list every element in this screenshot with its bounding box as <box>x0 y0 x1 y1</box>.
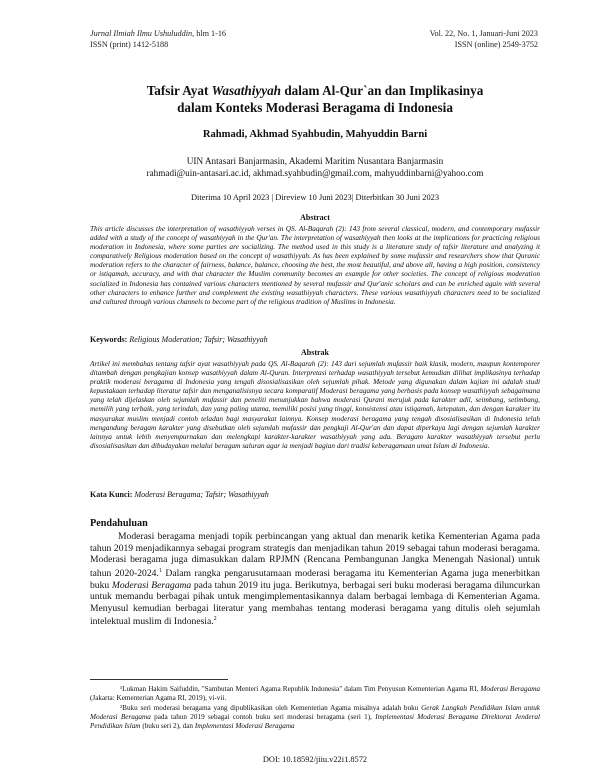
footnote-2 <box>90 704 540 732</box>
affiliation <box>90 155 540 179</box>
abstract-heading: Abstract <box>300 213 330 222</box>
footnote-2-text: ²Buku seri moderasi beragama yang dipublikasikan oleh Kementerian Agama misalnya adalah buku <box>120 704 422 712</box>
footnote-2-title-3: Implementasi Moderasi Beragama <box>194 722 295 731</box>
volume-info: Vol. 22, No. 1, Januari-Juni 2023 <box>429 29 538 38</box>
authors: Rahmadi, Akhmad Syahbudin, Mahyuddin Barni <box>202 129 428 140</box>
section-heading: Pendahuluan <box>90 518 148 529</box>
intro-text-1: Moderasi beragama menjadi topik perbincangan yang aktual dan menarik ketika Kementerian Agama pada tahun 2019 menjadikannya sebagai program strategis dan menjadikan tahun 2019 sebagai tahun moderasi beragama. Moderasi beragama juga dimasukkan dalam RPJMN (Rencana Pembangunan Jangka Menengah Nasional) untuk tahun 2020-2024. <box>90 531 540 579</box>
abstrak-heading: Abstrak <box>300 348 329 357</box>
intro-text-2: Dalam rangka pengarusutamaan moderasi beragama itu Kementerian Agama juga menerbitkan buku <box>90 567 540 591</box>
footnote-ref-2[interactable]: 2 <box>213 616 217 623</box>
title-line1-b: dalam Al-Qur`an dan Implikasinya <box>281 83 484 98</box>
footnote-1-citation: (Jakarta: Kementerian Agama RI, 2019), vi-vii. <box>90 694 227 703</box>
article-title <box>90 82 540 116</box>
footnote-ref-1[interactable]: 1 <box>158 567 162 574</box>
running-header-left <box>90 29 226 50</box>
footnote-divider <box>90 679 228 680</box>
kata-kunci-values: Moderasi Beragama; Tafsir; Wasathiyyah <box>132 490 269 499</box>
abstrak-text: Artikel ini membahas tentang tafsir ayat wasathiyyah pada QS. Al-Baqarah (2): 143 dari sejumlah mufassir baik klasik, modern, maupun kontemporer ditambah dengan pengkajian konsep wasathiyyah dalam Al-Quran. Interpretasi terhadap wasathiyyah tersebut kemudian dilihat implikasinya terhadap praktik moderasi beragama di Indonesia yang tengah disosialisasikan oleh sejumlah pihak. Metode yang digunakan dalam kajian ini adalah studi kepustakaan terhadap literatur tafsir dan menganalisisnya secara komparatif Moderasi beragama yang berbasis pada konsep wasathiyyah sebagaimana yang telah dijelaskan oleh sejumlah mufassir dan peneliti menunjukkan bahwa moderasi Qurani merujuk pada karakter adil, seimbang, setimbang, memilih yang terbaik, yang terindah, dan yang paling utama, memiliki posisi yang tinggi, konsistensi atau istiqamah, ketepatan, dan dengan karakter itu masyarakat muslim menjadi contoh teladan bagi masyarakat lainnya. Konsep moderasi beragama yang tengah disosialisasikan di Indonesia telah mengandung beragam karakter yang disebutkan oleh sejumlah mufassir dan pengkaji Al-Qur'an dan dapat diperkaya lagi dengan sejumlah karakter lainnya untuk lebih menyempurnakan dan melengkapi karakter-karakter wasathiyyah yang ada. Beragam karakter wasathiyyah tersebut perlu disosialisasikan dan dibudayakan melalui beragam saluran agar ia menjadi bagian dari tradisi keberagamaan umat Islam di Indonesia. <box>90 359 540 450</box>
keywords <box>90 335 540 344</box>
kata-kunci <box>90 490 540 499</box>
intro-paragraph <box>90 531 540 628</box>
running-header-right <box>430 29 538 50</box>
title-line1-a: Tafsir Ayat <box>146 83 212 98</box>
journal-name: Jurnal Ilmiah Ilmu Ushuluddin <box>90 29 193 38</box>
keywords-values: Religious Moderation; Tafsir; Wasathiyyah <box>127 335 268 344</box>
footnote-2-text-c: (buku seri 2), dan <box>140 722 195 731</box>
abstract-text: This article discusses the interpretation of wasathiyyah verses in QS. Al-Baqarah (2): 143 from several classical, modern, and contemporary mufassir added with a study of the concept of wasathiyyah in the Qur'an. The interpretation of wasathiyyah then looks at the implications for practicing religious moderation in Indonesia, where some parties are socializing. The method used in this study is a literature study of tafsir literature and analyzing it comparatively Religious moderation based on the concept of wasathiyyah. As has been explained by some mufassir and researchers show that Quranic moderation refers to the character of fairness, balance, balance, choosing the best, the most beautiful, and above all, having a high position, consistency or istiqamah, accuracy, and with that character the Muslim community becomes an example for other societies. The concept of religious moderation socialized in Indonesia has contained various characters mentioned by several mufassir and Qur'anic scholars and can be enriched again with several other characters to enhance further and complement the existing wasathiyyah characters. These various wasathiyyah characters need to be socialized and cultured through various channels to become part of the religious tradition of Muslims in Indonesia. <box>90 224 540 306</box>
institutions: UIN Antasari Banjarmasin, Akademi Maritim Nusantara Banjarmasin <box>186 156 444 166</box>
footnote-2-text-b: pada tahun 2019 sebagai contoh buku seri moderasi beragama (seri 1), <box>150 713 376 722</box>
emails: rahmadi@uin-antasari.ac.id, akhmad.syahbudin@gmail.com, mahyuddinbarni@yahoo.com <box>146 168 484 178</box>
intro-book-title: Moderasi Beragama <box>111 579 192 591</box>
footnote-1-title: Moderasi Beragama <box>480 685 540 693</box>
footnote-2-title-2: Implementasi Moderasi Beragama Direktorat Jenderal Pendidikan Islam <box>90 713 540 731</box>
footnote-2-title-1: Gerak Langkah Pendidikan Islam untuk Moderasi Beragama <box>90 704 541 722</box>
title-term: Wasathiyyah <box>211 83 282 98</box>
intro-text-3: pada tahun 2019 itu juga. Berikutnya, berbagai seri buku moderasi beragama diluncurkan untuk memandu berbagai pihak untuk mengimplementasikannya dalam berbagai lembaga di Kementerian Agama. Menyusul kemudian berbagai literatur yang membahas tentang moderasi beragama yang ditulis oleh sejumlah intelektual muslim di Indonesia. <box>90 579 540 628</box>
footnote-1-text: ¹Lukman Hakim Saifuddin, "Sambutan Menteri Agama Republik Indonesia" dalam Tim Penyusun Kementerian Agama RI, <box>120 685 481 693</box>
doi[interactable]: DOI: 10.18592/jiiu.v22i1.8572 <box>262 755 368 764</box>
footnote-1 <box>90 685 540 703</box>
issn-print: ISSN (print) 1412-5188 <box>90 39 169 49</box>
kata-kunci-label: Kata Kunci: <box>90 490 133 499</box>
page-range: , hlm 1-16 <box>192 29 227 38</box>
submission-dates: Diterima 10 April 2023 | Direview 10 Juni 2023| Diterbitkan 30 Juni 2023 <box>190 193 440 202</box>
title-line2: dalam Konteks Moderasi Beragama di Indonesia <box>177 100 453 115</box>
issn-online: ISSN (online) 2549-3752 <box>454 39 538 49</box>
keywords-label: Keywords: <box>90 335 128 344</box>
